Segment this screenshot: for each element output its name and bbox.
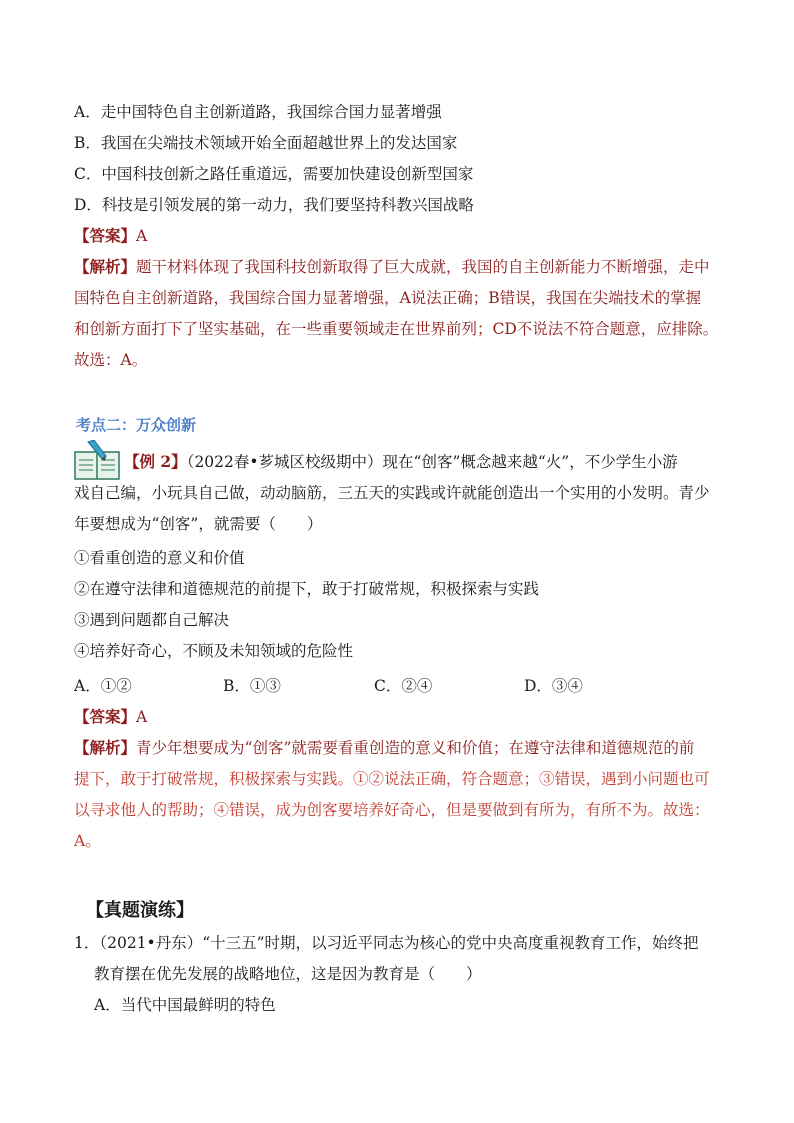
q2-stem-line-1: 【例 2】（2022春•芗城区校级期中）现在“创客”概念越来越“火”，不少学生小游 [124,452,678,471]
q1-option-c: C．中国科技创新之路任重道远，需要加快建设创新型国家 [74,165,474,183]
q3-stem-line-2: 教育摆在优先发展的战略地位，这是因为教育是（ ） [94,965,482,983]
q2-answer [74,707,147,727]
q2-analysis-line-1: 【解析】青少年想要成为“创客”就需要看重创造的意义和价值；在遵守法律和道德规范的前 [74,738,695,757]
answer-label: 【答案】 [74,707,137,726]
q1-analysis-line-1: 【解析】题干材料体现了我国科技创新取得了巨大成就，我国的自主创新能力不断增强，走中 [74,257,710,276]
example-label: 【例 2】 [124,452,187,471]
q2-analysis-line-3: 以寻求他人的帮助；④错误，成为创客要培养好奇心，但是要做到有所为，有所不为。故选： [74,801,710,819]
q2-choice-d: D．③④ [524,677,583,695]
book-pencil-icon [74,440,120,480]
q3-stem-line-1: 1．（2021•丹东）“十三五”时期，以习近平同志为核心的党中央高度重视教育工作，始终把 [74,934,699,952]
q1-option-d: D．科技是引领发展的第一动力，我们要坚持科教兴国战略 [74,196,474,214]
q1-analysis-line-3: 和创新方面打下了坚实基础，在一些重要领域走在世界前列；CD不说法不符合题意，应排除。 [74,320,719,338]
analysis-label: 【解析】 [74,257,137,276]
answer-value: A [136,708,148,726]
q2-item-2: ②在遵守法律和道德规范的前提下，敢于打破常规，积极探索与实践 [74,580,540,598]
q2-stem-line-3: 年要想成为“创客”，就需要（ ） [74,515,323,533]
q3-option-a: A．当代中国最鲜明的特色 [94,996,276,1014]
answer-value: A [136,227,148,245]
q2-analysis-line-4: A。 [74,832,101,850]
q1-option-b: B．我国在尖端技术领域开始全面超越世界上的发达国家 [74,134,458,152]
answer-label: 【答案】 [74,226,137,245]
q1-option-a: A．走中国特色自主创新道路，我国综合国力显著增强 [74,103,442,121]
section-title: 考点二：万众创新 [76,416,197,434]
q2-choice-a: A．①② [74,677,132,695]
q2-choice-c: C．②④ [374,677,433,695]
q1-answer [74,226,147,246]
q2-choice-b: B．①③ [223,677,281,695]
q1-analysis-line-4: 故选：A。 [74,351,148,369]
q2-item-4: ④培养好奇心，不顾及未知领域的危险性 [74,642,354,660]
analysis-label: 【解析】 [74,738,137,757]
q2-item-3: ③遇到问题都自己解决 [74,611,230,629]
q2-item-1: ①看重创造的意义和价值 [74,549,245,567]
practice-heading: 【真题演练】 [86,900,194,921]
q1-analysis-line-2: 国特色自主创新道路，我国综合国力显著增强，A说法正确；B错误，我国在尖端技术的掌握 [74,289,702,307]
q2-analysis-line-2: 提下，敢于打破常规，积极探索与实践。①②说法正确，符合题意；③错误，遇到小问题也可 [74,770,710,788]
q2-stem-line-2: 戏自己编，小玩具自己做，动动脑筋，三五天的实践或许就能创造出一个实用的小发明。青少 [74,484,710,502]
